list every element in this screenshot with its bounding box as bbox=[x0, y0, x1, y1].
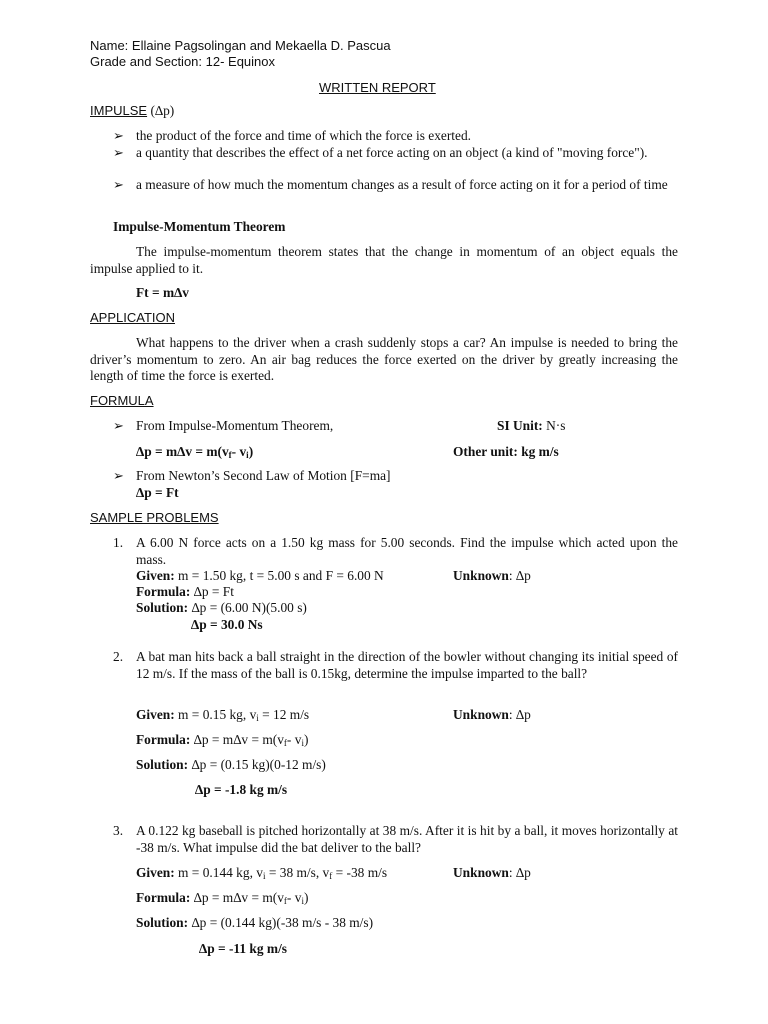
formula-item-2: From Newton’s Second Law of Motion [F=ma] bbox=[136, 468, 391, 483]
problem-1-given: Given: m = 1.50 kg, t = 5.00 s and F = 6.00 N bbox=[136, 568, 384, 583]
problem-2-given: Given: m = 0.15 kg, vi = 12 m/s bbox=[136, 707, 310, 723]
grade-section: Grade and Section: 12- Equinox bbox=[90, 54, 276, 69]
problem-2-number: 2. bbox=[113, 649, 124, 664]
formula-equation-1: ∆p = m∆v = m(vf- vi) bbox=[136, 444, 254, 460]
application-text: What happens to the driver when a crash suddenly stops a car? An impulse is needed to bring the driver’s momentum to zero. An air bag reduces the force exerted on the driver by greatly increasing the length of time the force is exerted. bbox=[90, 335, 678, 383]
arrowhead-bullet-icon: ➢ bbox=[113, 128, 124, 143]
problem-1-solution: Solution: ∆p = (6.00 N)(5.00 s) bbox=[136, 600, 307, 615]
arrowhead-bullet-icon: ➢ bbox=[113, 468, 124, 483]
theorem-text: The impulse-momentum theorem states that the change in momentum of an object equals the impulse applied to it. bbox=[90, 244, 678, 276]
problem-2-answer: ∆p = -1.8 kg m/s bbox=[195, 782, 288, 797]
problem-3-given: Given: m = 0.144 kg, vi = 38 m/s, vf = -38 m/s bbox=[136, 865, 388, 881]
student-names: Name: Ellaine Pagsolingan and Mekaella D. Pascua bbox=[90, 38, 391, 53]
si-unit-line bbox=[497, 418, 565, 435]
impulse-bullet-2: a quantity that describes the effect of a net force acting on an object (a kind of "moving force"). bbox=[136, 145, 648, 160]
theorem-title: Impulse-Momentum Theorem bbox=[113, 219, 286, 234]
problem-1-text: A 6.00 N force acts on a 1.50 kg mass for 5.00 seconds. Find the impulse which acted upon the mass. bbox=[136, 535, 678, 567]
problem-3-answer: ∆p = -11 kg m/s bbox=[199, 941, 287, 956]
problem-2-solution: Solution: ∆p = (0.15 kg)(0-12 m/s) bbox=[136, 757, 326, 772]
arrowhead-bullet-icon: ➢ bbox=[113, 418, 124, 433]
formula-item-1: From Impulse-Momentum Theorem, bbox=[136, 418, 334, 433]
si-unit-value: N·s bbox=[546, 418, 566, 433]
si-unit-label: SI Unit: bbox=[497, 418, 543, 433]
problem-3-solution: Solution: ∆p = (0.144 kg)(-38 m/s - 38 m/s) bbox=[136, 915, 374, 930]
impulse-symbol: (∆p) bbox=[150, 103, 175, 118]
problem-2-formula: Formula: ∆p = m∆v = m(vf- vi) bbox=[136, 732, 309, 748]
report-title: WRITTEN REPORT bbox=[319, 80, 436, 95]
formula-equation-2: ∆p = Ft bbox=[136, 485, 179, 500]
impulse-bullet-3: a measure of how much the momentum changes as a result of force acting on it for a period of time bbox=[136, 177, 668, 192]
problem-2-unknown: Unknown: ∆p bbox=[453, 707, 531, 722]
theorem-equation: Ft = m∆v bbox=[136, 285, 190, 300]
other-unit: Other unit: kg m/s bbox=[453, 444, 559, 459]
problem-3-text: A 0.122 kg baseball is pitched horizontally at 38 m/s. After it is hit by a ball, it moves horizontally at -38 m/s. What impulse did the bat deliver to the ball? bbox=[136, 823, 678, 855]
formula-heading: FORMULA bbox=[90, 393, 154, 408]
problem-1-unknown: Unknown: ∆p bbox=[453, 568, 531, 583]
arrowhead-bullet-icon: ➢ bbox=[113, 177, 124, 192]
impulse-heading-line bbox=[90, 103, 174, 120]
problem-1-number: 1. bbox=[113, 535, 124, 550]
impulse-heading: IMPULSE bbox=[90, 103, 148, 118]
problem-3-formula: Formula: ∆p = m∆v = m(vf- vi) bbox=[136, 890, 309, 906]
problem-2-text: A bat man hits back a ball straight in the direction of the bowler without changing its initial speed of 12 m/s. If the mass of the ball is 0.15kg, determine the impulse imparted to the ball? bbox=[136, 649, 678, 681]
problem-3-number: 3. bbox=[113, 823, 124, 838]
problem-3-unknown: Unknown: ∆p bbox=[453, 865, 531, 880]
impulse-bullet-1: the product of the force and time of which the force is exerted. bbox=[136, 128, 472, 143]
arrowhead-bullet-icon: ➢ bbox=[113, 145, 124, 160]
sample-problems-heading: SAMPLE PROBLEMS bbox=[90, 510, 219, 525]
problem-1-formula: Formula: ∆p = Ft bbox=[136, 584, 234, 599]
application-heading: APPLICATION bbox=[90, 310, 176, 325]
problem-1-answer: ∆p = 30.0 Ns bbox=[191, 617, 263, 632]
